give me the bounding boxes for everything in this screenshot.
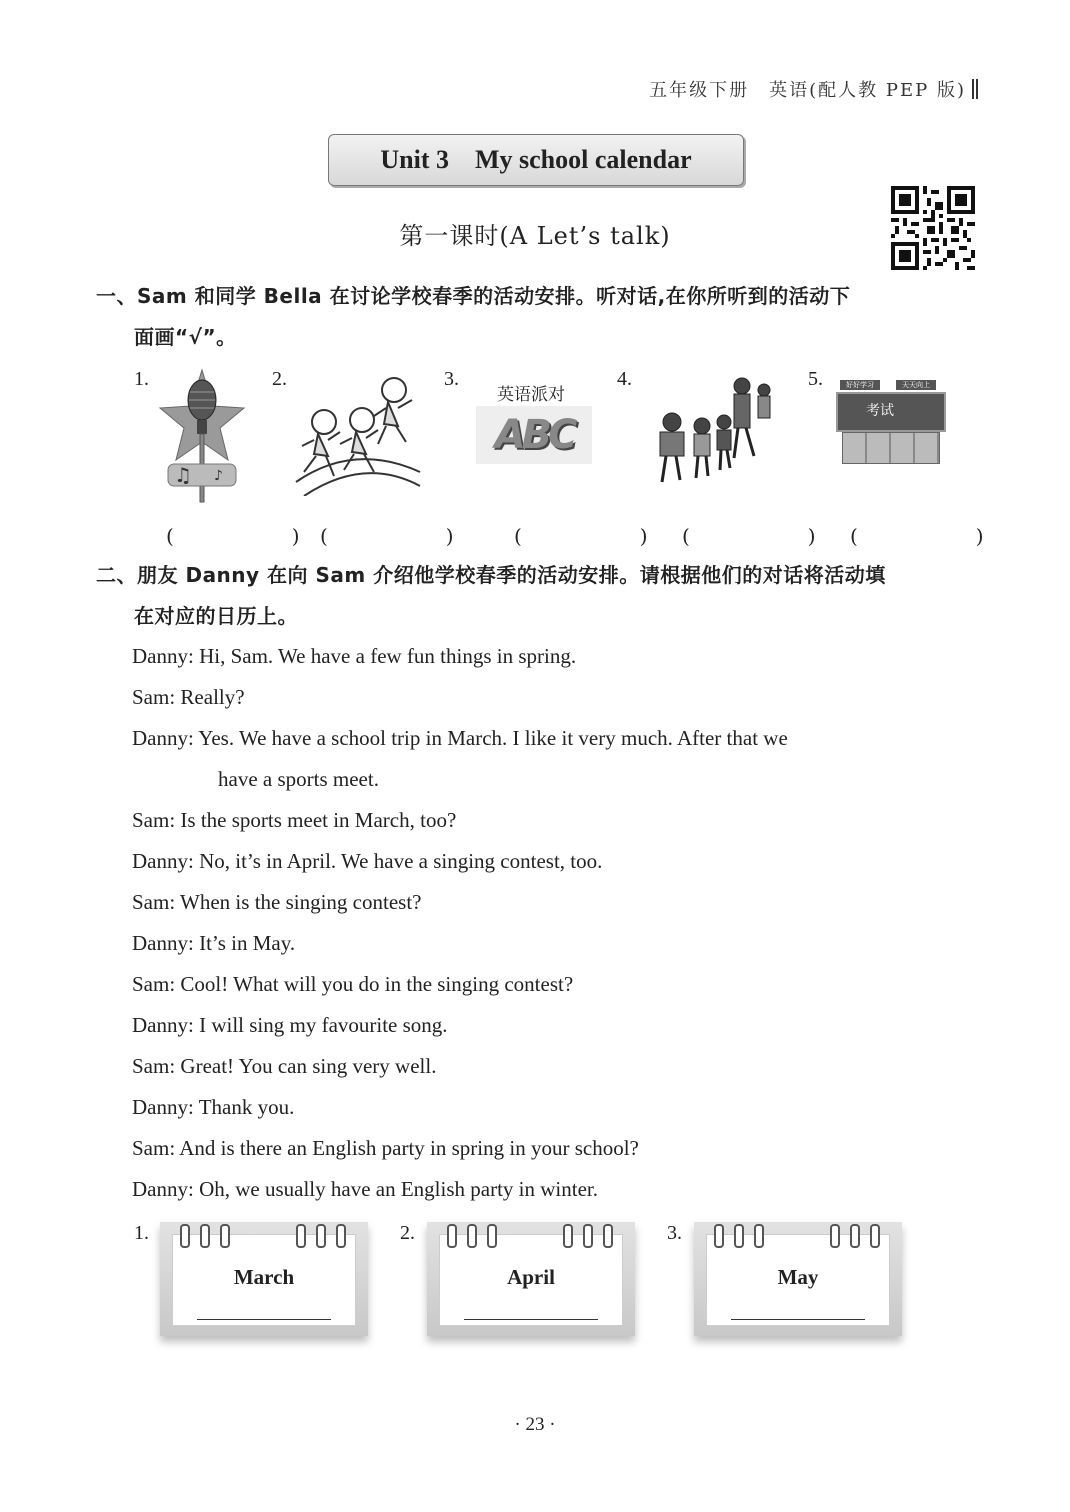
exam-label: 考试 bbox=[866, 403, 894, 419]
calendar-month: April bbox=[507, 1265, 555, 1289]
dialog-line: Danny: Yes. We have a school trip in March. I like it very much. After that we bbox=[132, 726, 788, 750]
lesson-title: 第一课时(A Let’s talk) bbox=[399, 222, 671, 250]
calendar-1-number: 1. bbox=[134, 1222, 149, 1244]
dialog-line: Danny: I will sing my favourite song. bbox=[132, 1013, 448, 1037]
answer-blank-2[interactable]: ( ) bbox=[320, 524, 480, 548]
calendar-3-number: 3. bbox=[667, 1222, 682, 1244]
dialog-line: Danny: It’s in May. bbox=[132, 931, 296, 955]
book-header bbox=[649, 76, 974, 102]
unit-number: Unit 3 bbox=[380, 145, 449, 174]
section-2-line-2: 在对应的日历上。 bbox=[134, 604, 298, 628]
dialog-line: Sam: Is the sports meet in March, too? bbox=[132, 808, 457, 832]
book-info: 五年级下册 英语(配人教 PEP 版) bbox=[649, 80, 966, 101]
calendar-answer-line[interactable] bbox=[464, 1319, 598, 1320]
abc-letters-icon: 英语派对 ABC bbox=[470, 370, 592, 466]
exam-blackboard-icon bbox=[836, 380, 944, 464]
dialog bbox=[132, 636, 977, 1210]
page-number: · 23 · bbox=[514, 1414, 556, 1435]
dialog-line: Sam: Great! You can sing very well. bbox=[132, 1054, 437, 1078]
dialog-line: Danny: No, it’s in April. We have a singing contest, too. bbox=[132, 849, 603, 873]
calendar-april bbox=[427, 1222, 635, 1336]
dialog-line: Sam: When is the singing contest? bbox=[132, 890, 422, 914]
microphone-star-icon bbox=[158, 368, 246, 506]
calendar-may bbox=[694, 1222, 902, 1336]
sign-right: 天天向上 bbox=[896, 380, 936, 390]
calendar-2-number: 2. bbox=[400, 1222, 415, 1244]
calendar-month: March bbox=[233, 1265, 295, 1289]
svg-text:♫: ♫ bbox=[174, 463, 192, 487]
dialog-line: Danny: Hi, Sam. We have a few fun things in spring. bbox=[132, 644, 577, 668]
dialog-line: Danny: Oh, we usually have an English party in winter. bbox=[132, 1177, 598, 1201]
dialog-line: Sam: And is there an English party in spring in your school? bbox=[132, 1136, 639, 1160]
header-divider bbox=[972, 79, 974, 99]
unit-name: My school calendar bbox=[474, 145, 692, 174]
item-2-number: 2. bbox=[272, 368, 287, 390]
qr-code-icon[interactable] bbox=[890, 186, 976, 270]
answer-blank-5[interactable]: ( ) bbox=[850, 524, 1010, 548]
answer-blank-3[interactable]: ( ) bbox=[514, 524, 674, 548]
section-2-line-1: 二、朋友 Danny 在向 Sam 介绍他学校春季的活动安排。请根据他们的对话将活动填 bbox=[96, 563, 886, 587]
calendar-answer-line[interactable] bbox=[731, 1319, 865, 1320]
dialog-line: Sam: Cool! What will you do in the singing contest? bbox=[132, 972, 574, 996]
dialog-line: Sam: Really? bbox=[132, 685, 245, 709]
dialog-line: Danny: Thank you. bbox=[132, 1095, 295, 1119]
english-party-label: 英语派对 bbox=[497, 385, 565, 405]
calendar-answer-line[interactable] bbox=[197, 1319, 331, 1320]
svg-text:♪: ♪ bbox=[214, 468, 223, 484]
section-2-instructions bbox=[96, 555, 976, 637]
section-1-line-2: 面画“√”。 bbox=[134, 325, 237, 349]
dialog-line: have a sports meet. bbox=[218, 767, 379, 791]
item-5-number: 5. bbox=[808, 368, 823, 390]
unit-title-banner bbox=[328, 134, 744, 186]
calendar-march bbox=[160, 1222, 368, 1336]
section-1-line-1: 一、Sam 和同学 Bella 在讨论学校春季的活动安排。听对话,在你所听到的活动下 bbox=[96, 284, 851, 308]
answer-blank-4[interactable]: ( ) bbox=[682, 524, 842, 548]
answer-blank-1[interactable]: ( ) bbox=[166, 524, 326, 548]
calendar-month: May bbox=[777, 1265, 819, 1289]
item-3-number: 3. bbox=[444, 368, 459, 390]
item-1-number: 1. bbox=[134, 368, 149, 390]
sign-left: 好好学习 bbox=[840, 380, 880, 390]
section-1-instructions bbox=[96, 276, 976, 358]
school-trip-kids-icon bbox=[644, 374, 784, 486]
item-4-number: 4. bbox=[617, 368, 632, 390]
running-kids-icon bbox=[294, 372, 422, 496]
